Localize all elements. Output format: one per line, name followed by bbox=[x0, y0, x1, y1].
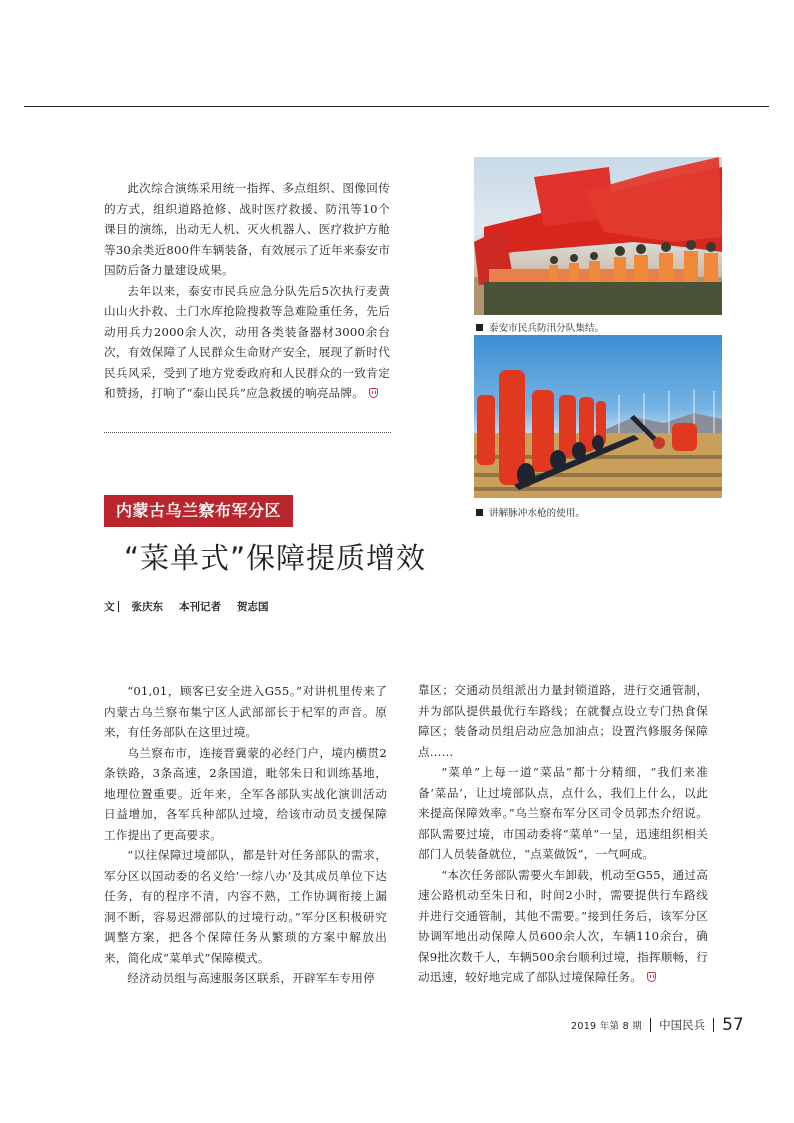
section-tag: 内蒙古乌兰察布军分区 bbox=[104, 495, 293, 527]
page-footer bbox=[571, 1015, 744, 1035]
paragraph: 此次综合演练采用统一指挥、多点组织、图像回传的方式，组织道路抢修、战时医疗救援、防汛等10个课目的演练，出动无人机、灭火机器人、医疗救护方舱等30余类近800件车辆装备，有效展示了近年来泰安市国防后备力量建设成果。 bbox=[104, 181, 390, 277]
magazine-name: 中国民兵 bbox=[659, 1018, 706, 1032]
dotted-divider bbox=[104, 432, 391, 433]
paragraph: “01,01，顾客已安全进入G55。”对讲机里传来了内蒙古乌兰察布集宁区人武部部长于杞军的声音。原来，有任务部队在这里过境。 bbox=[104, 684, 387, 739]
paragraph: “本次任务部队需要火车卸载，机动至G55，通过高速公路机动至朱日和，时间2小时，需要提供行车路线并进行交通管制，其他不需要。”接到任务后，该军分区协调军地出动保障人员600余人次，车辆110余台，确保9批次数千人，车辆500余台顺利过境，指挥顺畅，行动迅速，较好地完成了部队过境保障任务。 bbox=[418, 867, 708, 984]
paragraph: 经济动员组与高速服务区联系，开辟军车专用停 bbox=[127, 971, 375, 985]
article-left-column bbox=[104, 681, 387, 989]
issue-label: 2019 年第 8 期 bbox=[571, 1021, 643, 1032]
byline-label: 文 bbox=[104, 601, 115, 613]
author-name: 张庆东 bbox=[131, 601, 163, 613]
header-rule bbox=[24, 106, 769, 107]
byline bbox=[104, 599, 269, 614]
byline-divider bbox=[118, 601, 119, 612]
paragraph: 乌兰察布市，连接晋冀蒙的必经门户，境内横贯2条铁路，3条高速，2条国道，毗邻朱日和训练基地，地理位置重要。近年来，全军各部队实战化演训活动日益增加，各军兵种部队过境，给该市动员支援保障工作提出了更高要求。 bbox=[104, 745, 387, 842]
end-mark-icon bbox=[369, 388, 378, 398]
paragraph: 去年以来，泰安市民兵应急分队先后5次执行麦黄山山火扑救、土门水库抢险搜救等急难险重任务，先后动用兵力2000余人次，动用各类装备器材3000余台次，有效保障了人民群众生命财产安全，展现了新时代民兵风采，受到了地方党委政府和人民群众的一致肯定和赞扬，打响了“泰山民兵”应急救援的响亮品牌。 bbox=[104, 283, 390, 400]
page-number: 57 bbox=[722, 1015, 744, 1035]
article-title: “菜单式”保障提质增效 bbox=[124, 541, 427, 575]
photo-militia-assembly bbox=[474, 157, 722, 315]
author-role: 本刊记者 bbox=[179, 601, 221, 613]
article-right-column bbox=[418, 680, 708, 988]
photo-firefighters-training bbox=[474, 335, 722, 498]
photo-caption: 讲解脉冲水枪的使用。 bbox=[476, 505, 585, 519]
author-name: 贺志国 bbox=[237, 601, 269, 613]
flags-militia-illustration bbox=[474, 157, 722, 315]
paragraph: 靠区；交通动员组派出力量封锁道路，进行交通管制，并为部队提供最优行车路线；在就餐点设立专门热食保障区；装备动员组启动应急加油点；设置汽修服务保障点…… bbox=[418, 683, 708, 759]
footer-divider bbox=[713, 1018, 714, 1032]
firefighters-illustration bbox=[474, 335, 722, 498]
footer-divider bbox=[650, 1018, 651, 1032]
photo-caption: 泰安市民兵防汛分队集结。 bbox=[476, 320, 604, 334]
upper-article bbox=[104, 178, 390, 404]
caption-square-icon bbox=[476, 324, 483, 331]
paragraph: “以往保障过境部队，都是针对任务部队的需求，军分区以国动委的名义给‘一综八办’及其成员单位下达任务，有的程序不清，内容不熟，工作协调衔接上漏洞不断，容易迟滞部队的过境行动。”军分区积极研究调整方案，把各个保障任务从繁琐的方案中解放出来，简化成“菜单式”保障模式。 bbox=[104, 848, 387, 965]
caption-square-icon bbox=[476, 509, 483, 516]
paragraph: “菜单”上每一道“菜品”都十分精细，“我们来准备‘菜品’，让过境部队点，点什么，我们上什么，以此来提高保障效率。”乌兰察布军分区司令员郭杰介绍说。部队需要过境，市国动委将“菜单”一呈，迅速组织相关部门人员装备就位，“点菜做饭”，一气呵成。 bbox=[418, 765, 708, 861]
end-mark-icon bbox=[647, 972, 656, 982]
